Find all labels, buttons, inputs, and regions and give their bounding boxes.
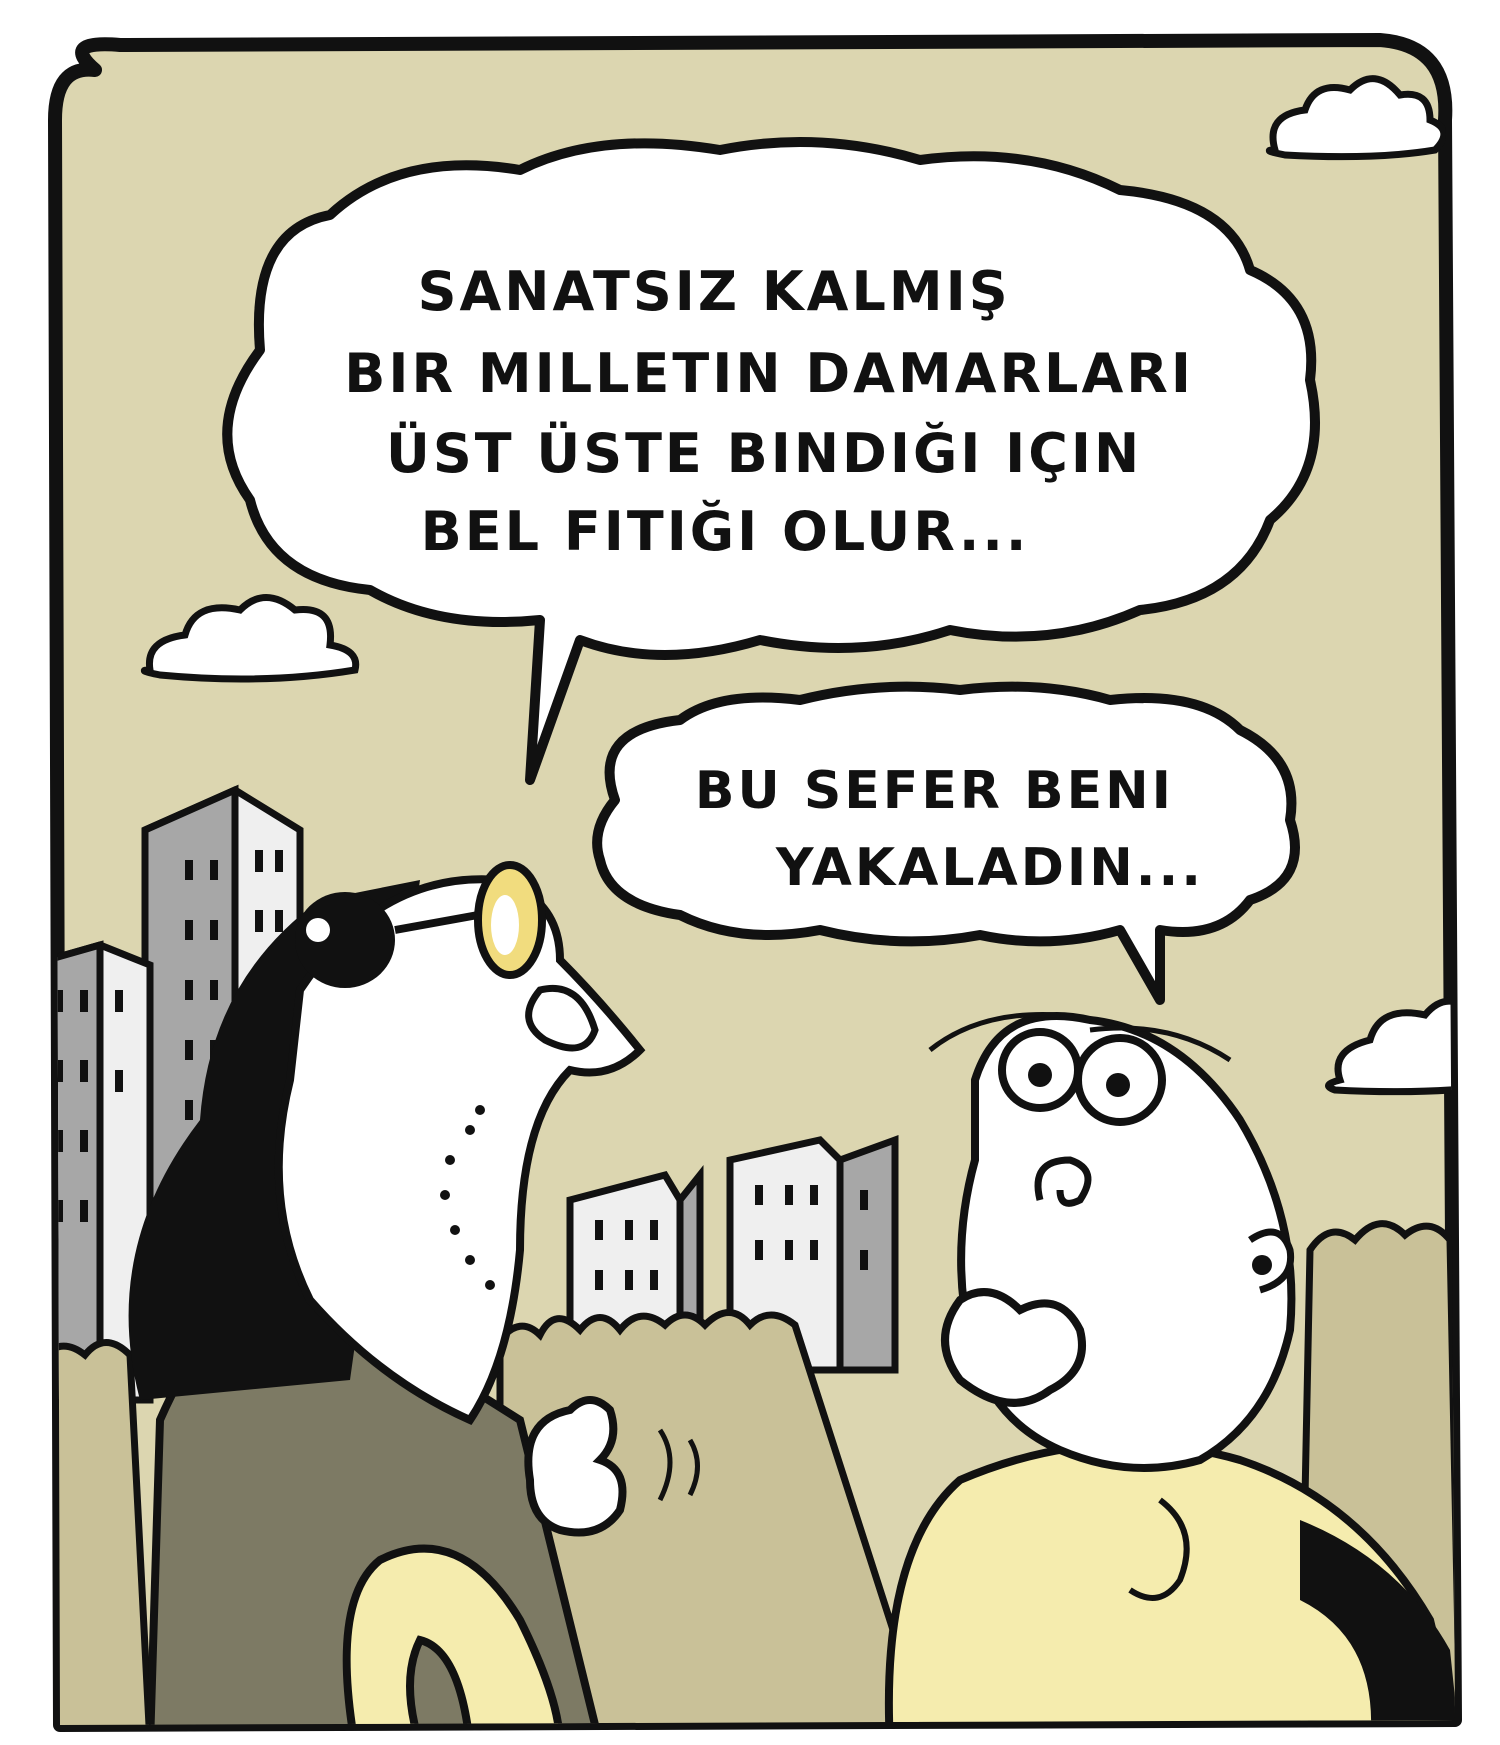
speech-reply-line-1: BU SEFER BENI xyxy=(694,761,1175,821)
speech-top-line-1: SANATSIZ KALMIŞ xyxy=(417,260,1011,323)
speech-top-line-4: BEL FITIĞI OLUR... xyxy=(420,500,1030,563)
speech-reply-line-2: YAKALADIN... xyxy=(775,838,1205,898)
speech-top-line-2: BIR MILLETIN DAMARLARI xyxy=(344,342,1194,405)
speech-top-line-3: ÜST ÜSTE BINDIĞI IÇIN xyxy=(385,422,1143,485)
bush xyxy=(20,1343,150,1745)
